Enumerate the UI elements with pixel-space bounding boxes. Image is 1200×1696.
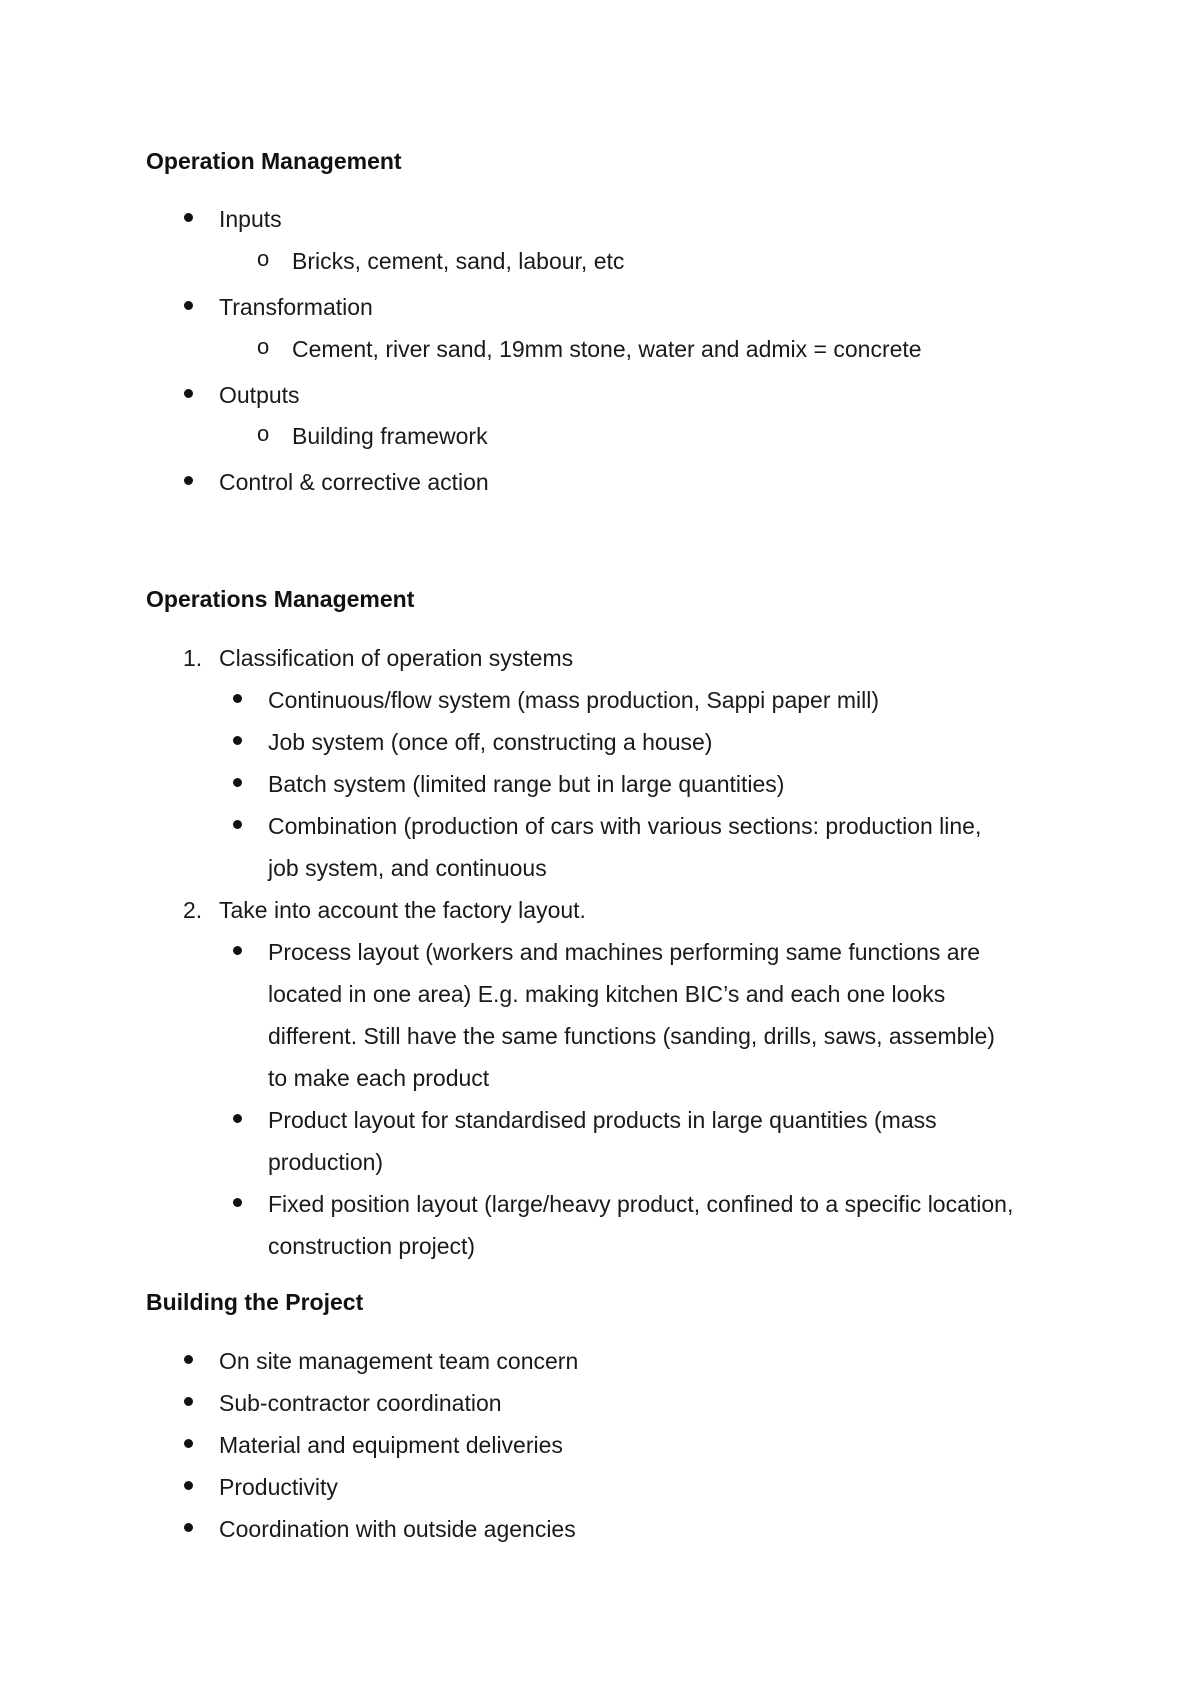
list-item: Outputs <box>219 382 300 408</box>
bullet-icon <box>233 1114 242 1123</box>
list-item: Combination (production of cars with various sections: production line, <box>268 813 982 839</box>
list-item: Job system (once off, constructing a house) <box>268 729 713 755</box>
list-item: Coordination with outside agencies <box>219 1516 576 1542</box>
bullet-icon <box>184 476 193 485</box>
bullet-icon <box>184 1481 193 1490</box>
bullet-icon <box>233 946 242 955</box>
bullet-icon <box>184 213 193 222</box>
list-item: Process layout (workers and machines performing same functions are <box>268 939 981 965</box>
numbered-item: Classification of operation systems <box>219 645 574 671</box>
list-item: Continuous/flow system (mass production, Sappi paper mill) <box>268 687 880 713</box>
section-heading-operations-management: Operations Management <box>146 586 415 612</box>
section-heading-building-the-project: Building the Project <box>146 1289 364 1315</box>
bullet-icon <box>184 1523 193 1532</box>
sub-bullet-icon: o <box>257 421 270 446</box>
bullet-icon <box>184 1355 193 1364</box>
list-item-continuation: located in one area) E.g. making kitchen BIC’s and each one looks <box>268 981 946 1007</box>
bullet-icon <box>233 778 242 787</box>
bullet-icon <box>184 389 193 398</box>
bullet-icon <box>233 820 242 829</box>
list-item: Product layout for standardised products in large quantities (mass <box>268 1107 937 1133</box>
list-number: 1. <box>183 645 203 671</box>
list-item: Transformation <box>219 294 373 320</box>
list-item-continuation: construction project) <box>268 1233 476 1259</box>
list-item: Productivity <box>219 1474 338 1500</box>
list-item: Inputs <box>219 206 282 232</box>
sub-list-item: Cement, river sand, 19mm stone, water and admix = concrete <box>292 336 922 362</box>
list-item-continuation: different. Still have the same functions (sanding, drills, saws, assemble) <box>268 1023 995 1049</box>
list-item: Material and equipment deliveries <box>219 1432 563 1458</box>
list-number: 2. <box>183 897 203 923</box>
list-item: Batch system (limited range but in large quantities) <box>268 771 785 797</box>
bullet-icon <box>184 1439 193 1448</box>
section-heading-operation-management: Operation Management <box>146 148 402 174</box>
list-item: Sub-contractor coordination <box>219 1390 502 1416</box>
list-item: On site management team concern <box>219 1348 579 1374</box>
bullet-icon <box>184 1397 193 1406</box>
sub-bullet-icon: o <box>257 246 270 271</box>
bullet-icon <box>233 694 242 703</box>
bullet-icon <box>233 736 242 745</box>
bullet-icon <box>184 301 193 310</box>
list-item-continuation: production) <box>268 1149 384 1175</box>
sub-list-item: Building framework <box>292 423 488 449</box>
bullet-icon <box>233 1198 242 1207</box>
list-item: Control & corrective action <box>219 469 489 495</box>
sub-list-item: Bricks, cement, sand, labour, etc <box>292 248 625 274</box>
numbered-item: Take into account the factory layout. <box>219 897 586 923</box>
list-item: Fixed position layout (large/heavy product, confined to a specific location, <box>268 1191 1014 1217</box>
list-item-continuation: job system, and continuous <box>268 855 547 881</box>
list-item-continuation: to make each product <box>268 1065 490 1091</box>
sub-bullet-icon: o <box>257 334 270 359</box>
